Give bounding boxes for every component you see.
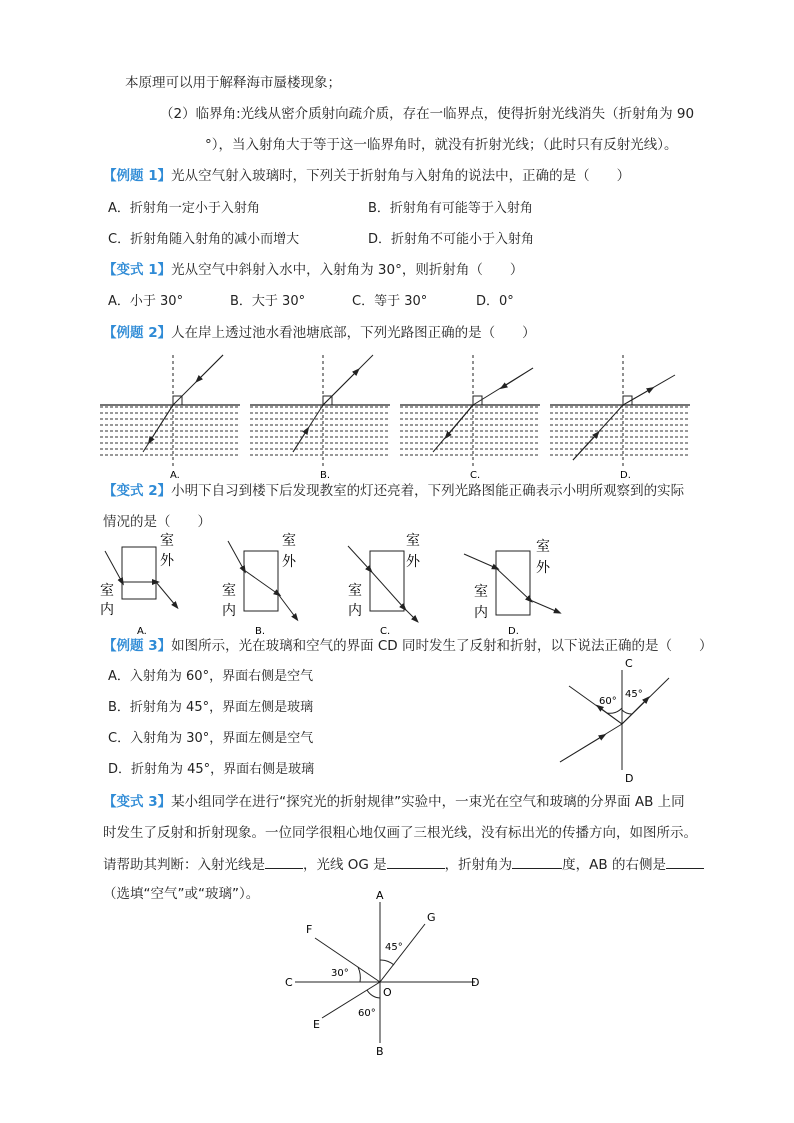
v2-c-outside-2: 外 — [406, 554, 420, 570]
q2-tag: 【例题 2】 — [103, 325, 172, 341]
q2-label-b: B. — [320, 470, 331, 481]
q2-label-d: D. — [620, 470, 631, 481]
v2-d-outside-1: 室 — [536, 539, 550, 555]
v2-label-d: D. — [508, 626, 519, 637]
v2-figure-a — [100, 533, 176, 637]
q1-option-d: D．折射角不可能小于入射角 — [368, 232, 535, 247]
q3-angle-60: 60° — [599, 696, 617, 707]
v3-line-3 — [103, 854, 704, 875]
v3-label-g: G — [427, 911, 436, 924]
q1-tag: 【例题 1】 — [103, 168, 172, 184]
v3-line-4: （选填“空气”或“玻璃”）。 — [103, 886, 260, 902]
v3-line-2: 时发生了反射和折射现象。一位同学很粗心地仅画了三根光线，没有标出光的传播方向，如图所示。 — [103, 825, 697, 841]
v2-c-outside-1: 室 — [406, 533, 420, 549]
v2-label-b: B. — [255, 626, 266, 637]
v2-a-outside-1: 室 — [160, 533, 174, 549]
q3-angle-45: 45° — [625, 689, 643, 700]
v3-label-o: O — [383, 986, 392, 999]
v3-angle-60: 60° — [358, 1008, 376, 1019]
intro-line-2: （2）临界角:光线从密介质射向疏介质，存在一临界点，使得折射光线消失（折射角为 90 — [160, 106, 695, 122]
q2-stem: 人在岸上透过池水看池塘底部，下列光路图正确的是（ ） — [171, 325, 536, 341]
q3-option-b: B．折射角为 45°，界面左侧是玻璃 — [108, 700, 314, 715]
v2-line-2: 情况的是（ ） — [103, 514, 211, 530]
v3-stem-1: 某小组同学在进行“探究光的折射规律”实验中，一束光在空气和玻璃的分界面 AB 上同 — [171, 794, 685, 810]
v1-option-d: D．0° — [476, 294, 514, 309]
v3-text-b: ，光线 OG 是 — [303, 857, 387, 873]
q2-figures — [95, 350, 705, 482]
v2-d-inside-1: 室 — [474, 584, 488, 600]
v2-figure-d — [464, 539, 558, 637]
intro-line-1: 本原理可以用于解释海市蜃楼现象； — [125, 75, 341, 91]
q2-figure-c — [400, 355, 540, 481]
q1-option-c: C．折射角随入射角的减小而增大 — [108, 232, 300, 247]
q2-label-a: A. — [170, 470, 180, 481]
incident-ray-blank[interactable] — [265, 854, 303, 869]
v2-a-inside-2: 内 — [100, 602, 114, 618]
v2-b-outside-2: 外 — [282, 554, 296, 570]
q3-label-d: D — [625, 772, 634, 785]
q2-figure-a — [100, 355, 240, 481]
v2-b-inside-2: 内 — [222, 603, 236, 619]
q2-line — [103, 323, 536, 343]
q1-line — [103, 166, 630, 186]
v1-option-c: C．等于 30° — [352, 294, 428, 309]
v2-figures — [90, 530, 590, 638]
v3-label-d: D — [471, 976, 480, 989]
q3-tag: 【例题 3】 — [103, 638, 172, 654]
q3-option-d: D．折射角为 45°，界面右侧是玻璃 — [108, 762, 315, 777]
v1-line — [103, 260, 523, 280]
v3-tag: 【变式 3】 — [103, 794, 172, 810]
q3-option-a: A．入射角为 60°，界面右侧是空气 — [108, 669, 314, 684]
v2-d-outside-2: 外 — [536, 560, 550, 576]
v2-a-outside-2: 外 — [160, 553, 174, 569]
og-ray-blank[interactable] — [387, 854, 445, 869]
v1-tag: 【变式 1】 — [103, 262, 172, 278]
q2-figure-d — [550, 355, 690, 481]
q3-option-c: C．入射角为 30°，界面左侧是空气 — [108, 731, 314, 746]
v2-stem-1: 小明下自习到楼下后发现教室的灯还亮着，下列光路图能正确表示小明所观察到的实际 — [171, 483, 685, 499]
v3-text-a: 请帮助其判断：入射光线是 — [103, 857, 265, 873]
v3-label-c: C — [285, 976, 293, 989]
v3-label-e: E — [313, 1018, 320, 1031]
v3-angle-45: 45° — [385, 942, 403, 953]
v3-text-c: ，折射角为 — [444, 857, 513, 873]
v1-stem: 光从空气中斜射入水中，入射角为 30°，则折射角（ ） — [171, 262, 524, 278]
refraction-angle-blank[interactable] — [512, 854, 562, 869]
v3-label-f: F — [306, 923, 313, 936]
q1-stem: 光从空气射入玻璃时，下列关于折射角与入射角的说法中，正确的是（ ） — [171, 168, 631, 184]
v2-c-inside-2: 内 — [348, 603, 362, 619]
v2-b-outside-1: 室 — [282, 533, 296, 549]
v2-b-inside-1: 室 — [222, 583, 236, 599]
q1-option-a: A．折射角一定小于入射角 — [108, 201, 260, 216]
q1-option-b: B．折射角有可能等于入射角 — [368, 201, 533, 216]
v2-d-inside-2: 内 — [474, 605, 488, 621]
v2-c-inside-1: 室 — [348, 583, 362, 599]
v3-text-d: 度，AB 的右侧是 — [562, 857, 666, 873]
q2-figure-b — [250, 355, 390, 481]
q3-label-c: C — [625, 657, 633, 670]
intro-line-3: °），当入射角大于等于这一临界角时，就没有折射光线；（此时只有反射光线）。 — [205, 137, 678, 153]
v2-a-inside-1: 室 — [100, 583, 114, 599]
v2-label-a: A. — [137, 626, 147, 637]
v2-line-1 — [103, 481, 684, 501]
q3-stem: 如图所示，光在玻璃和空气的界面 CD 同时发生了反射和折射，以下说法正确的是（ ） — [171, 638, 713, 654]
ab-right-side-blank[interactable] — [666, 854, 704, 869]
v3-figure — [275, 888, 490, 1060]
v2-tag: 【变式 2】 — [103, 483, 172, 499]
v1-option-a: A．小于 30° — [108, 294, 184, 309]
v3-line-1 — [103, 792, 685, 812]
v3-label-a: A — [376, 889, 384, 902]
v2-figure-c — [348, 533, 421, 637]
q2-label-c: C. — [470, 470, 481, 481]
v2-label-c: C. — [380, 626, 391, 637]
v3-angle-30: 30° — [331, 968, 349, 979]
v2-figure-b — [222, 533, 297, 637]
v1-option-b: B．大于 30° — [230, 294, 306, 309]
q3-figure — [545, 652, 675, 787]
v3-label-b: B — [376, 1045, 384, 1058]
